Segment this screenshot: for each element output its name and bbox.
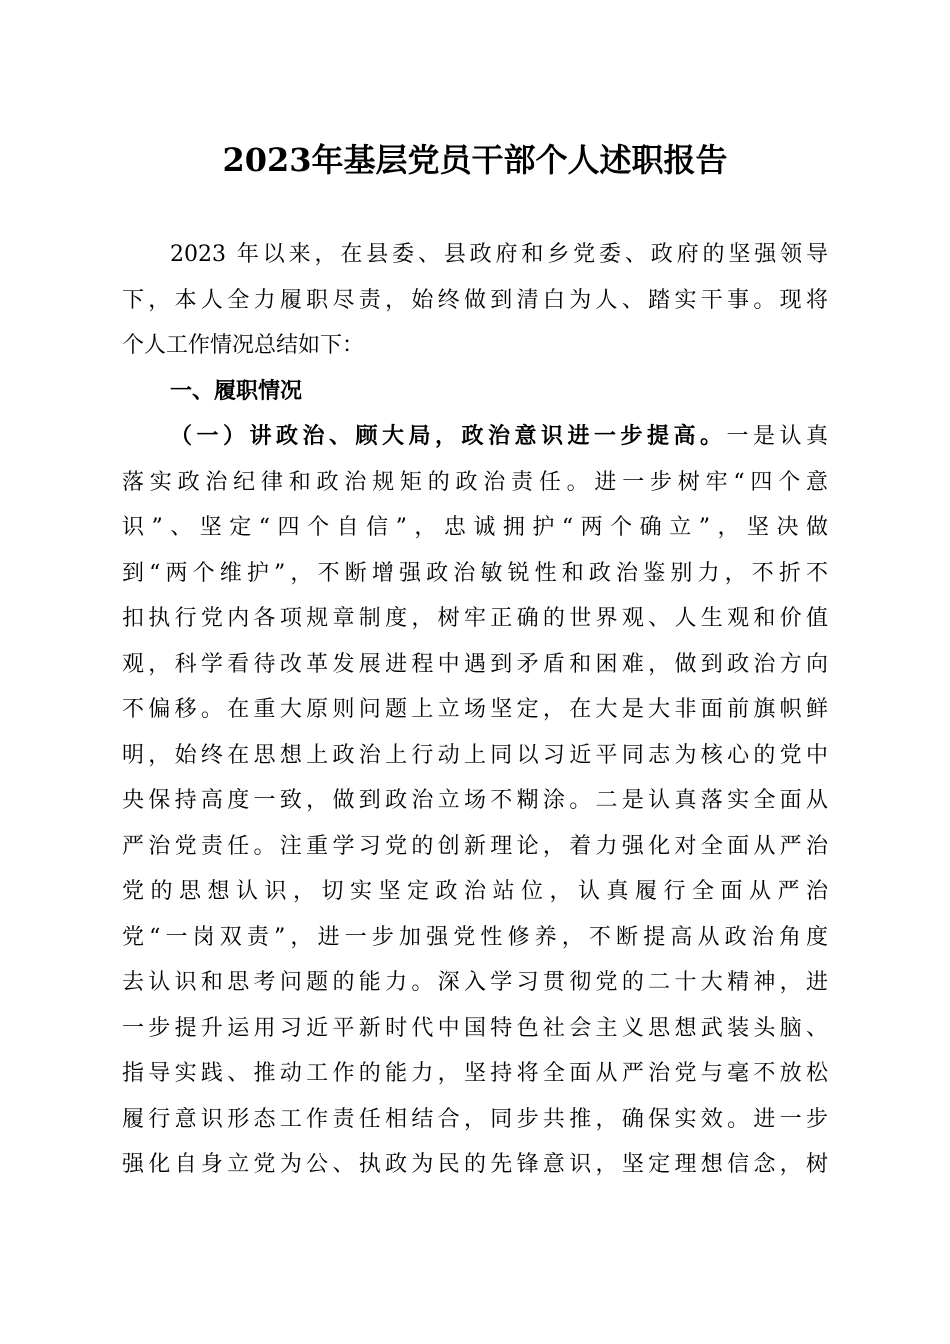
intro-line: 下，本人全力履职尽责，始终做到清白为人、踏实干事。现将 [122, 287, 828, 313]
body-line: 严治党责任。注重学习党的创新理论，着力强化对全面从严治 [122, 833, 828, 859]
body-line: 去认识和思考问题的能力。深入学习贯彻党的二十大精神，进 [122, 970, 828, 995]
intro-line: 个人工作情况总结如下： [122, 333, 365, 358]
body-line: 观，科学看待改革发展进程中遇到矛盾和困难，做到政治方向 [122, 651, 828, 677]
document-title: 2023年基层党员干部个人述职报告 [222, 141, 728, 179]
body-line: 央保持高度一致，做到政治立场不糊涂。二是认真落实全面从 [122, 788, 828, 813]
intro-line: 2023 年以来，在县委、县政府和乡党委、政府的坚强领导 [170, 242, 828, 267]
body-line: 指导实践、推动工作的能力，坚持将全面从严治党与毫不放松 [122, 1061, 828, 1086]
body-line: 落实政治纪律和政治规矩的政治责任。进一步树牢“四个意 [122, 469, 828, 495]
subsection-first-line-rest: 一是认真 [726, 424, 828, 449]
subsection-first-line [122, 414, 828, 460]
body-line: 党“一岗双责”，进一步加强党性修养，不断提高从政治角度 [122, 924, 828, 950]
body-line: 党的思想认识，切实坚定政治站位，认真履行全面从严治 [122, 879, 828, 904]
body-line: 到“两个维护”，不断增强政治敏锐性和政治鉴别力，不折不 [122, 560, 828, 586]
body-line: 识”、坚定“四个自信”，忠诚拥护“两个确立”，坚决做 [122, 515, 828, 540]
subsection-lead: （一）讲政治、顾大局，政治意识进一步提高。 [170, 423, 727, 449]
body-line: 履行意识形态工作责任相结合，同步共推，确保实效。进一步 [122, 1106, 828, 1132]
body-line: 不偏移。在重大原则问题上立场坚定，在大是大非面前旗帜鲜 [122, 697, 828, 722]
body-line: 一步提升运用习近平新时代中国特色社会主义思想武装头脑、 [122, 1015, 828, 1041]
body-line: 扣执行党内各项规章制度，树牢正确的世界观、人生观和价值 [122, 606, 828, 631]
section-heading: 一、履职情况 [170, 378, 303, 404]
body-line: 明，始终在思想上政治上行动上同以习近平同志为核心的党中 [122, 742, 828, 768]
document-body [122, 232, 828, 1188]
body-line: 强化自身立党为公、执政为民的先锋意识，坚定理想信念，树 [122, 1152, 828, 1177]
